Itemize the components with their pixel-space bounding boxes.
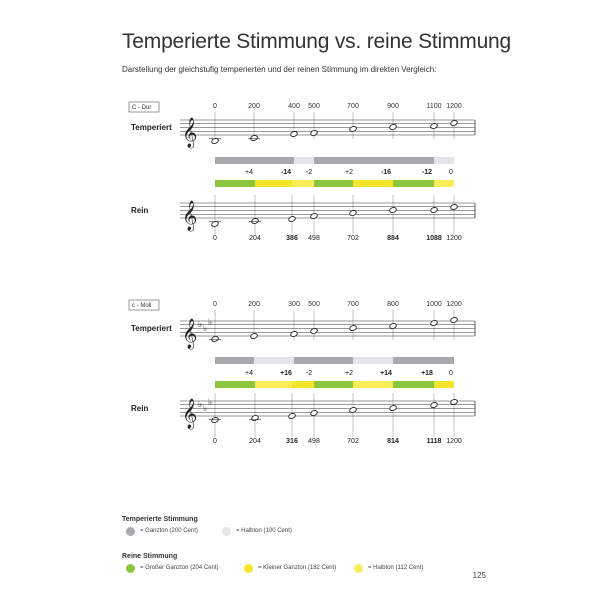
sys2-treble-clef-icon: 𝄞: [182, 399, 198, 429]
sys2-note-pure: [430, 402, 438, 409]
sys1-pure-segment-gross: [215, 180, 255, 187]
sys2-top-tick-label: 1200: [446, 301, 462, 308]
sys2-diff-label: +4: [245, 370, 253, 377]
sys1-tempered-segment-halbton: [294, 157, 314, 164]
sys1-top-tick-label: 900: [387, 103, 399, 110]
sys2-top-tick-label: 800: [387, 301, 399, 308]
sys1-diff-label: 0: [449, 169, 453, 176]
sys1-top-tick-label: 500: [308, 103, 320, 110]
sys2-key-label: c - Moll: [132, 303, 152, 309]
sys1-top-tick-label: 700: [347, 103, 359, 110]
sys1-top-tick-label: 400: [288, 103, 300, 110]
sys2-tempered-segment-halbton: [254, 357, 294, 364]
page-subtitle: Darstellung der gleichstufig temperierten und der reinen Stimmung im direkten Vergleich:: [122, 65, 437, 74]
sys2-tempered-segment-ganzton: [294, 357, 314, 364]
sys1-bottom-tick-label: 498: [308, 235, 320, 242]
sys2-diff-label: 0: [449, 370, 453, 377]
sys2-tempered-segment-ganzton: [314, 357, 353, 364]
sys2-note-tempered: [211, 336, 219, 343]
sys1-pure-segment-halb_rein: [292, 180, 314, 187]
sys2-label-tempered: Temperiert: [131, 324, 172, 333]
sys2-pure-segment-klein: [434, 381, 454, 388]
sys2-note-tempered: [349, 325, 357, 332]
legend-swatch-gross: [126, 564, 135, 573]
sys2-diff-label: +16: [280, 370, 292, 377]
legend-label-halbton-rein: = Halbton (112 Cent): [368, 565, 424, 571]
sys2-note-pure: [251, 415, 259, 422]
sys1-bottom-tick-label: 204: [249, 235, 261, 242]
sys1-note-pure: [450, 204, 458, 211]
sys2-diff-label: +18: [421, 370, 433, 377]
sys1-tempered-segment-ganzton: [254, 157, 294, 164]
sys1-tempered-segment-ganzton: [393, 157, 434, 164]
legend-label-klein: = Kleiner Ganzton (182 Cent): [258, 565, 337, 571]
sys1-pure-segment-gross: [393, 180, 434, 187]
legend-label-gross: = Großer Ganzton (204 Cent): [140, 565, 219, 571]
sys1-tempered-segment-ganzton: [215, 157, 254, 164]
sys2-tempered-segment-ganzton: [215, 357, 254, 364]
sys2-top-tick-label: 0: [213, 301, 217, 308]
sys2-bottom-tick-label: 1118: [426, 438, 442, 445]
sys2-pure-segment-halb_rein: [255, 381, 292, 388]
sys1-diff-label: -12: [421, 169, 433, 176]
sys1-note-tempered: [310, 130, 318, 137]
sys2-flat-icon: ♭: [208, 398, 213, 408]
sys1-note-pure: [288, 216, 296, 223]
sys1-bottom-tick-label: 702: [347, 235, 359, 242]
sys1-top-tick-label: 200: [248, 103, 260, 110]
sys2-treble-clef-icon: 𝄞: [182, 319, 198, 349]
sys2-top-tick-label: 200: [248, 301, 260, 308]
sys1-top-tick-label: 1200: [446, 103, 462, 110]
legend-heading-tempered: Temperierte Stimmung: [122, 516, 198, 523]
sys1-diff-label: -14: [280, 169, 292, 176]
sys1-note-pure: [389, 207, 397, 214]
legend-swatch-ganzton: [126, 527, 135, 536]
sys2-diff-label: +2: [345, 370, 353, 377]
legend-swatch-halbton-rein: [354, 564, 363, 573]
sys1-diff-label: +2: [345, 169, 353, 176]
sys2-top-tick-label: 700: [347, 301, 359, 308]
sys1-diff-label: +4: [245, 169, 253, 176]
sys2-note-pure: [450, 399, 458, 406]
sys1-pure-segment-klein: [255, 180, 292, 187]
sys1-pure-segment-gross: [314, 180, 353, 187]
sys2-flat-icon: ♭: [208, 318, 213, 328]
sys1-label-tempered: Temperiert: [131, 123, 172, 132]
sys1-key-label: C - Dur: [132, 105, 152, 111]
sys1-treble-clef-icon: 𝄞: [182, 201, 198, 231]
sys1-note-tempered: [389, 124, 397, 131]
sys1-note-tempered: [250, 135, 258, 142]
sys1-pure-segment-klein: [353, 180, 393, 187]
sys1-diff-label: -16: [380, 169, 392, 176]
sys1-note-pure: [430, 207, 438, 214]
sys1-bottom-tick-label: 386: [286, 235, 298, 242]
page-title: Temperierte Stimmung vs. reine Stimmung: [122, 30, 512, 53]
sys2-bottom-tick-label: 204: [249, 438, 261, 445]
sys2-pure-segment-halb_rein: [353, 381, 393, 388]
sys2-tempered-segment-halbton: [353, 357, 393, 364]
sys2-top-tick-label: 1000: [426, 301, 442, 308]
sys2-tempered-segment-ganzton: [393, 357, 434, 364]
sys1-treble-clef-icon: 𝄞: [182, 118, 198, 148]
sys2-note-pure: [288, 413, 296, 420]
sys2-top-tick-label: 300: [288, 301, 300, 308]
sys1-bottom-tick-label: 1088: [426, 235, 442, 242]
sys1-tempered-segment-ganzton: [314, 157, 353, 164]
sys2-flat-icon: ♭: [198, 400, 203, 410]
sys1-tempered-segment-halbton: [434, 157, 454, 164]
legend-swatch-klein: [244, 564, 253, 573]
legend-label-halbton: = Halbton (100 Cent): [236, 528, 292, 534]
sys2-bottom-tick-label: 316: [286, 438, 298, 445]
sys2-pure-segment-gross: [215, 381, 255, 388]
sys1-label-pure: Rein: [131, 206, 149, 215]
sys2-note-tempered: [290, 331, 298, 338]
sys1-pure-segment-halb_rein: [434, 180, 454, 187]
legend-swatch-halbton: [222, 527, 231, 536]
sys2-bottom-tick-label: 498: [308, 438, 320, 445]
sys1-diff-label: -2: [305, 169, 313, 176]
legend-heading-pure: Reine Stimmung: [122, 553, 178, 560]
sys2-tempered-segment-ganzton: [434, 357, 454, 364]
sys2-diff-label: -2: [305, 370, 313, 377]
sys1-note-pure: [251, 218, 259, 225]
sys2-pure-segment-klein: [292, 381, 314, 388]
sys1-top-tick-label: 0: [213, 103, 217, 110]
sys1-tempered-segment-ganzton: [353, 157, 393, 164]
sys2-flat-icon: ♭: [203, 324, 208, 334]
sys1-bottom-tick-label: 1200: [446, 235, 462, 242]
sys1-note-tempered: [450, 120, 458, 127]
sys2-label-pure: Rein: [131, 404, 149, 413]
sys2-note-pure: [389, 405, 397, 412]
sys2-note-pure: [310, 410, 318, 417]
sys2-flat-icon: ♭: [203, 404, 208, 414]
sys2-flat-icon: ♭: [198, 320, 203, 330]
sys2-bottom-tick-label: 702: [347, 438, 359, 445]
sys1-bottom-tick-label: 884: [387, 235, 399, 242]
sys2-note-tempered: [250, 333, 258, 340]
sys1-note-pure: [310, 213, 318, 220]
sys1-bottom-tick-label: 0: [213, 235, 217, 242]
sys2-bottom-tick-label: 1200: [446, 438, 462, 445]
sys1-note-tempered: [290, 131, 298, 138]
sys2-diff-label: +14: [380, 370, 392, 377]
sys2-note-tempered: [450, 317, 458, 324]
sys2-bottom-tick-label: 0: [213, 438, 217, 445]
sys2-note-tempered: [430, 320, 438, 327]
sys2-bottom-tick-label: 814: [387, 438, 399, 445]
sys2-pure-segment-gross: [393, 381, 434, 388]
legend-label-ganzton: = Ganzton (200 Cent): [140, 528, 198, 534]
sys1-top-tick-label: 1100: [426, 103, 442, 110]
sys2-top-tick-label: 500: [308, 301, 320, 308]
sys2-pure-segment-gross: [314, 381, 353, 388]
page-number: 125: [472, 571, 486, 580]
